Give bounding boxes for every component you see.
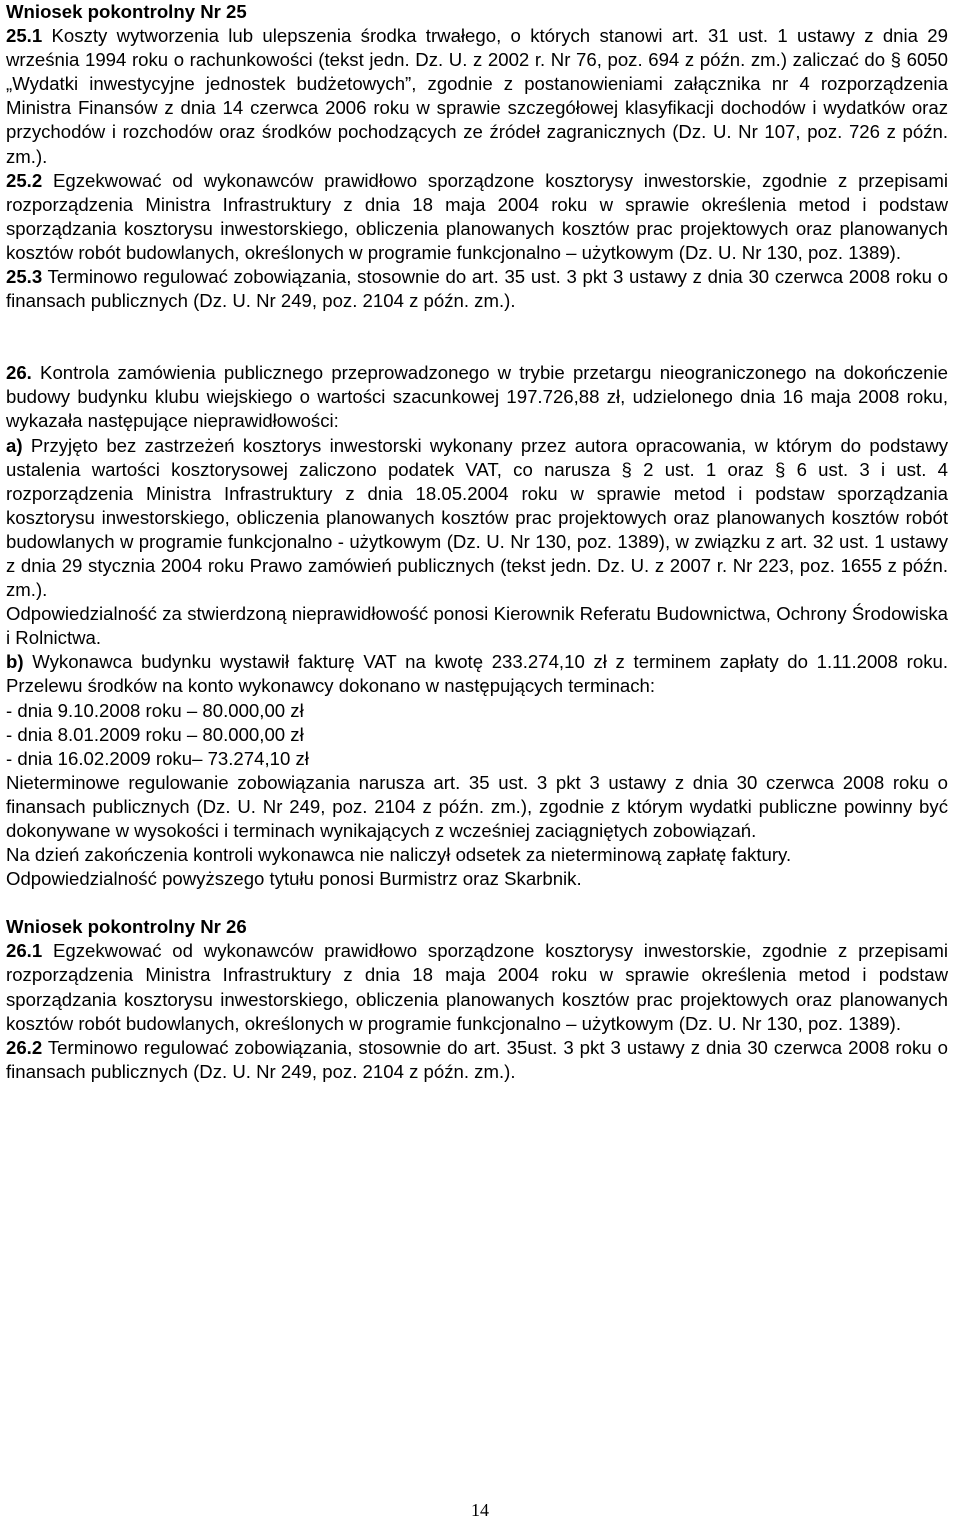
payment-line-2: - dnia 8.01.2009 roku – 80.000,00 zł — [6, 723, 304, 745]
paragraph-text: Terminowo regulować zobowiązania, stosownie do art. 35ust. 3 pkt 3 ustawy z dnia 30 czerwca 2008 roku o finansach publicznych (Dz. U. Nr 249, poz. 2104 z późn. zm.). — [6, 1036, 948, 1082]
paragraph-text: Egzekwować od wykonawców prawidłowo sporządzone kosztorysy inwestorskie, zgodnie z przepisami rozporządzenia Ministra Infrastruktury z dnia 18 maja 2004 roku w sprawie określenia metod i podstaw sporządzania kosztorysu inwestorskiego, obliczenia planowanych kosztów prac projektowych oraz planowanych kosztów robót budowlanych, określonych w programie funkcjonalno – użytkowym (Dz. U. Nr 130, poz. 1389). — [6, 169, 948, 263]
finding-a — [6, 434, 948, 603]
paragraph-26-intro — [6, 361, 948, 433]
spacer — [6, 313, 948, 361]
section-26-heading: Wniosek pokontrolny Nr 26 — [6, 916, 247, 938]
paragraph-25-1 — [6, 24, 948, 169]
paragraph-text: Egzekwować od wykonawców prawidłowo sporządzone kosztorysy inwestorskie, zgodnie z przepisami rozporządzenia Ministra Infrastruktury z dnia 18 maja 2004 roku w sprawie określenia metod i podstaw sporządzania kosztorysu inwestorskiego, obliczenia planowanych kosztów prac projektowych oraz planowanych kosztów robót budowlanych, określonych w programie funkcjonalno – użytkowym (Dz. U. Nr 130, poz. 1389). — [6, 940, 948, 1034]
finding-a-responsibility: Odpowiedzialność za stwierdzoną nieprawidłowość ponosi Kierownik Referatu Budownictwa, Ochrony Środowiska i Rolnictwa. — [6, 603, 948, 649]
paragraph-26-1 — [6, 939, 948, 1035]
finding-b-interest: Na dzień zakończenia kontroli wykonawca nie naliczył odsetek za nieterminową zapłatę faktury. — [6, 844, 792, 866]
payment-line-1: - dnia 9.10.2008 roku – 80.000,00 zł — [6, 699, 304, 721]
paragraph-number: 26.1 — [6, 940, 43, 962]
finding-b-violation: Nieterminowe regulowanie zobowiązania narusza art. 35 ust. 3 pkt 3 ustawy z dnia 30 czerwca 2008 roku o finansach publicznych (Dz. U. Nr 249, poz. 2104 z późn. zm.), zgodnie z którym wydatki publiczne powinny być dokonywane w wysokości i terminach wynikających z wcześniej zaciągniętych zobowiązań. — [6, 771, 948, 841]
finding-b — [6, 650, 948, 698]
spacer — [6, 891, 948, 915]
paragraph-26-2 — [6, 1036, 948, 1084]
payment-line-3: - dnia 16.02.2009 roku– 73.274,10 zł — [6, 747, 309, 769]
paragraph-number: 25.1 — [6, 25, 43, 47]
finding-text: Wykonawca budynku wystawił fakturę VAT na kwotę 233.274,10 zł z terminem zapłaty do 1.11.2008 roku. Przelewu środków na konto wykonawcy dokonano w następujących terminach: — [6, 651, 948, 697]
paragraph-25-2 — [6, 169, 948, 265]
finding-text: Przyjęto bez zastrzeżeń kosztorys inwestorski wykonany przez autora opracowania, w którym do podstawy ustalenia wartości kosztorysowej zaliczono podatek VAT, co narusza § 2 ust. 1 oraz § 6 ust. 3 i ust. 4 rozporządzenia Ministra Infrastruktury z dnia 18.05.2004 roku w sprawie metod i podstaw sporządzania kosztorysu inwestorskiego, obliczenia planowanych kosztów prac projektowych oraz planowanych kosztów robót budowlanych w programie funkcjonalno - użytkowym (Dz. U. Nr 130, poz. 1389), w związku z art. 32 ust. 1 ustawy z dnia 29 stycznia 2004 roku Prawo zamówień publicznych (tekst jedn. Dz. U. z 2007 r. Nr 223, poz. 1655 z późn. zm.). — [6, 434, 948, 601]
paragraph-25-3 — [6, 265, 948, 313]
finding-label: b) — [6, 651, 24, 673]
paragraph-number: 25.3 — [6, 266, 43, 288]
paragraph-number: 25.2 — [6, 169, 43, 191]
paragraph-text: Terminowo regulować zobowiązania, stosownie do art. 35 ust. 3 pkt 3 ustawy z dnia 30 czerwca 2008 roku o finansach publicznych (Dz. U. Nr 249, poz. 2104 z późn. zm.). — [6, 266, 948, 312]
paragraph-text: Koszty wytworzenia lub ulepszenia środka trwałego, o których stanowi art. 31 ust. 1 ustawy z dnia 29 września 1994 roku o rachunkowości (tekst jedn. Dz. U. z 2002 r. Nr 76, poz. 694 z późn. zm.) zaliczać do § 6050 „Wydatki inwestycyjne jednostek budżetowych”, zgodnie z postanowieniami załącznika nr 4 rozporządzenia Ministra Finansów z dnia 14 czerwca 2006 roku w sprawie szczegółowej klasyfikacji dochodów i wydatków oraz przychodów i rozchodów oraz środków pochodzących ze źródeł zagranicznych (Dz. U. Nr 107, poz. 726 z późn. zm.). — [6, 25, 948, 167]
finding-b-responsibility: Odpowiedzialność powyższego tytułu ponosi Burmistrz oraz Skarbnik. — [6, 868, 582, 890]
page-number: 14 — [471, 1500, 489, 1520]
finding-label: a) — [6, 434, 23, 456]
paragraph-number: 26.2 — [6, 1036, 43, 1058]
section-25-heading: Wniosek pokontrolny Nr 25 — [6, 1, 247, 22]
paragraph-text: Kontrola zamówienia publicznego przeprowadzonego w trybie przetargu nieograniczonego na dokończenie budowy budynku klubu wiejskiego o wartości szacunkowej 197.726,88 zł, udzielonego dnia 16 maja 2008 roku, wykazała następujące nieprawidłowości: — [6, 362, 948, 432]
paragraph-number: 26. — [6, 362, 32, 384]
